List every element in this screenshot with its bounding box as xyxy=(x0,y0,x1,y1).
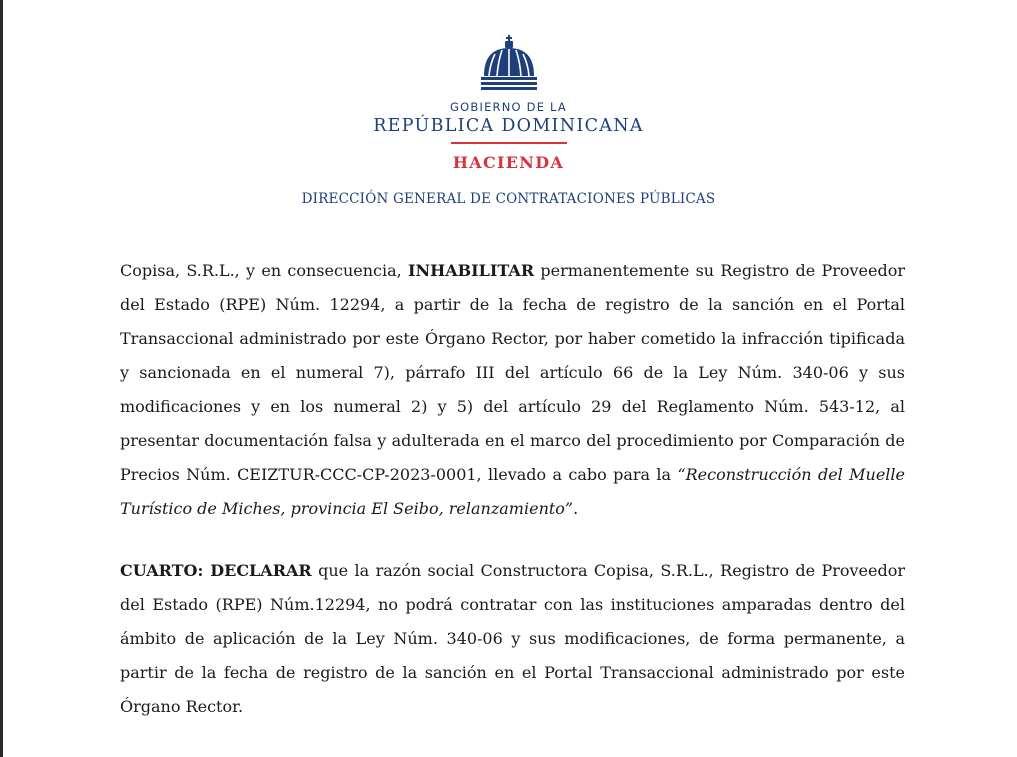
red-divider xyxy=(451,142,567,144)
dome-seal-icon xyxy=(478,32,540,94)
p1-text-2: permanentemente su Registro de Proveedor del Estado (RPE) Núm. 12294, a partir de la fecha de registro de la sanción en el Portal Transaccional administrado por este Órgano Rector, por haber cometido la infracción tipificada y sancionada en el numeral 7), párrafo III del artículo 66 de la Ley Núm. 340-06 y sus modificaciones y en los numeral 2) y 5) del artículo 29 del Reglamento Núm. 543-12, al presentar documentación falsa y adulterada en el marco del procedimiento por Comparación de Precios Núm. CEIZTUR-CCC-CP-2023-0001, llevado a cabo para la xyxy=(120,261,906,484)
direction-name: DIRECCIÓN GENERAL DE CONTRATACIONES PÚBLICAS xyxy=(301,191,716,207)
p1-bold-inhabilitar: INHABILITAR xyxy=(408,261,535,280)
p1-text-1: Copisa, S.R.L., y en consecuencia, xyxy=(120,261,409,280)
gov-line-1: GOBIERNO DE LA xyxy=(450,100,567,114)
ministry-name: HACIENDA xyxy=(452,153,565,172)
paragraph-cuarto xyxy=(120,554,905,724)
p1-text-3: . xyxy=(573,499,579,518)
gov-line-2: REPÚBLICA DOMINICANA xyxy=(373,116,644,136)
p1-italic-project: “Reconstrucción del Muelle Turístico de Miches, provincia El Seibo, relanzamiento” xyxy=(120,465,905,518)
p2-text-1: que la razón social Constructora Copisa, S.R.L., Registro de Proveedor del Estado (RPE) Núm.12294, no podrá contratar con las instituciones amparadas dentro del ámbito de aplicación de la Ley Núm. 340-06 y sus modificaciones, de forma permanente, a partir de la fecha de registro de la sanción en el Portal Transaccional administrado por este Órgano Rector. xyxy=(120,561,905,716)
p2-bold-cuarto: CUARTO: DECLARAR xyxy=(120,561,312,580)
paragraph-inhabilitar xyxy=(120,254,905,526)
letterhead xyxy=(0,32,1017,207)
